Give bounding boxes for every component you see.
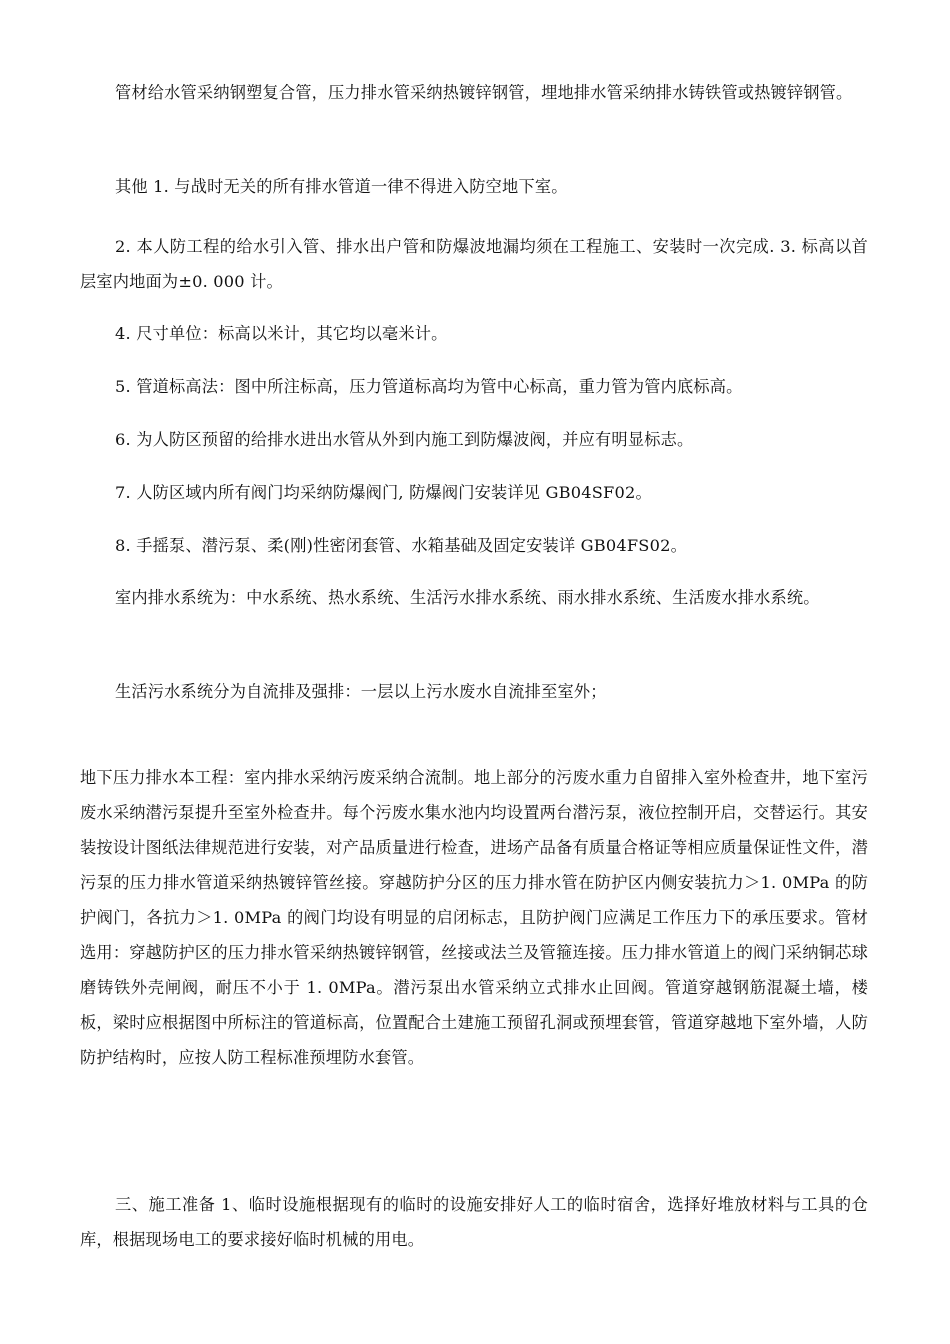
paragraph-item-5: 5. 管道标高法：图中所注标高，压力管道标高均为管中心标高，重力管为管内底标高。 (115, 377, 743, 396)
paragraph-construction-preparation: 三、施工准备 1、临时设施根据现有的临时的设施安排好人工的临时宿舍，选择好堆放材料与工具的仓库，根据现场电工的要求接好临时机械的用电。 (80, 1195, 868, 1249)
paragraph-item-8: 8. 手摇泵、潜污泵、柔(刚)性密闭套管、水箱基础及固定安装详 GB04FS02。 (115, 536, 687, 555)
paragraph-pipe-materials: 管材给水管采纳钢塑复合管，压力排水管采纳热镀锌钢管，埋地排水管采纳排水铸铁管或热镀锌钢管。 (115, 83, 853, 102)
paragraph-indoor-drainage: 室内排水系统为：中水系统、热水系统、生活污水排水系统、雨水排水系统、生活废水排水系统。 (115, 588, 820, 607)
paragraph-sewage-system: 生活污水系统分为自流排及强排：一层以上污水废水自流排至室外； (115, 682, 607, 701)
paragraph-item-6: 6. 为人防区预留的给排水进出水管从外到内施工到防爆波阀，并应有明显标志。 (115, 430, 694, 449)
paragraph-item-4: 4. 尺寸单位：标高以米计，其它均以毫米计。 (115, 324, 448, 343)
paragraph-other-1: 其他 1. 与战时无关的所有排水管道一律不得进入防空地下室。 (115, 177, 568, 196)
paragraph-item-2-3: 2. 本人防工程的给水引入管、排水出户管和防爆波地漏均须在工程施工、安装时一次完成. 3. 标高以首层室内地面为±0. 000 计。 (80, 237, 868, 291)
paragraph-underground-pressure-drainage: 地下压力排水本工程：室内排水采纳污废采纳合流制。地上部分的污废水重力自留排入室外检查井，地下室污废水采纳潜污泵提升至室外检查井。每个污废水集水池内均设置两台潜污泵，液位控制开启，交替运行。其安装按设计图纸法律规范进行安装，对产品质量进行检查，进场产品备有质量合格证等相应质量保证性文件，潜污泵的压力排水管道采纳热镀锌管丝接。穿越防护分区的压力排水管在防护区内侧安装抗力＞1. 0MPa 的防护阀门，各抗力＞1. 0MPa 的阀门均设有明显的启闭标志，且防护阀门应满足工作压力下的承压要求。管材选用：穿越防护区的压力排水管采纳热镀锌钢管，丝接或法兰及管箍连接。压力排水管道上的阀门采纳铜芯球磨铸铁外壳闸阀，耐压不小于 1. 0MPa。潜污泵出水管采纳立式排水止回阀。管道穿越钢筋混凝土墙，楼板，梁时应根据图中所标注的管道标高，位置配合土建施工预留孔洞或预埋套管，管道穿越地下室外墙，人防防护结构时，应按人防工程标准预埋防水套管。 (80, 768, 868, 1067)
paragraph-item-7: 7. 人防区域内所有阀门均采纳防爆阀门, 防爆阀门安装详见 GB04SF02。 (115, 483, 652, 502)
